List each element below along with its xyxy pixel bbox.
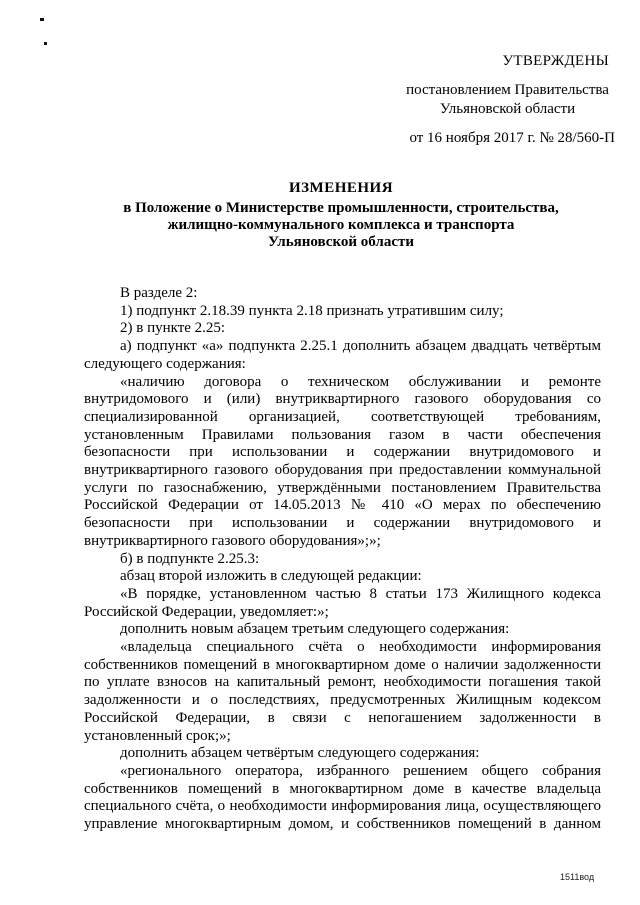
heading-line-1: в Положение о Министерстве промышленности, строительства, [123,200,559,216]
quoted-paragraph: «владельца специального счёта о необходимости информирования собственников помещений в многоквартирном доме о наличии задолженности по уплате взносов на капитальный ремонт, необходимости погашения такой задолженности и о последствиях, предусмотренных Жилищным кодексом Российской Федерации, в связи с непогашением задолженности в установленный срок;»; [84,639,601,744]
quoted-paragraph: «В порядке, установленном частью 8 статьи 173 Жилищного кодекса Российской Федерации, уведомляет:»; [84,585,601,620]
paragraph: В разделе 2: [120,285,198,301]
paragraph: дополнить новым абзацем третьим следующего содержания: [120,621,510,638]
paragraph: 2) в пункте 2.25: [120,320,226,337]
scan-mark-top [40,18,44,21]
paragraph: дополнить абзацем четвёртым следующего содержания: [120,745,480,762]
document-body [84,285,601,834]
quoted-paragraph: «регионального оператора, избранного решением общего собрания собственников помещений в многоквартирном доме в качестве владельца специального счёта, о необходимости информирования лица, осуществляющего управление многоквартирным домом, и собственников помещений в данном [84,762,601,833]
document-code: 1511вод [560,872,595,882]
heading-line-2: жилищно-коммунального комплекса и транспорта [167,217,515,233]
approval-title: УТВЕРЖДЕНЫ [502,53,609,69]
heading-line-3: Ульяновской области [267,234,415,250]
document-heading [96,180,586,251]
paragraph: б) в подпункте 2.25.3: [120,550,260,567]
quoted-paragraph: «наличию договора о техническом обслуживании и ремонте внутридомового и (или) внутриквартирного газового оборудования со специализированной организацией, соответствующей требованиям, установленным Правилами пользования газом в части обеспечения безопасности при использовании и содержании внутридомового и внутриквартирного газового оборудования при предоставлении коммунальной услуги по газоснабжению, утверждёнными постановлением Правительства Российской Федерации от 14.05.2013 № 410 «О мерах по обеспечению безопасности при использовании и содержании внутридомового и внутриквартирного газового оборудования»;»; [84,373,601,549]
approval-stamp [400,52,615,148]
paragraph: абзац второй изложить в следующей редакции: [120,568,422,585]
approval-line-2: Ульяновской области [439,101,576,117]
approval-line-3: от 16 ноября 2017 г. № 28/560-П [409,130,615,146]
paragraph: а) подпункт «а» подпункта 2.25.1 дополнить абзацем двадцать четвёртым следующего содержания: [84,338,601,372]
paragraph: 1) подпункт 2.18.39 пункта 2.18 признать утратившим силу; [120,302,504,319]
approval-line-1: постановлением Правительства [406,82,609,98]
scan-mark-left [44,42,47,45]
heading-title: ИЗМЕНЕНИЯ [288,180,394,196]
